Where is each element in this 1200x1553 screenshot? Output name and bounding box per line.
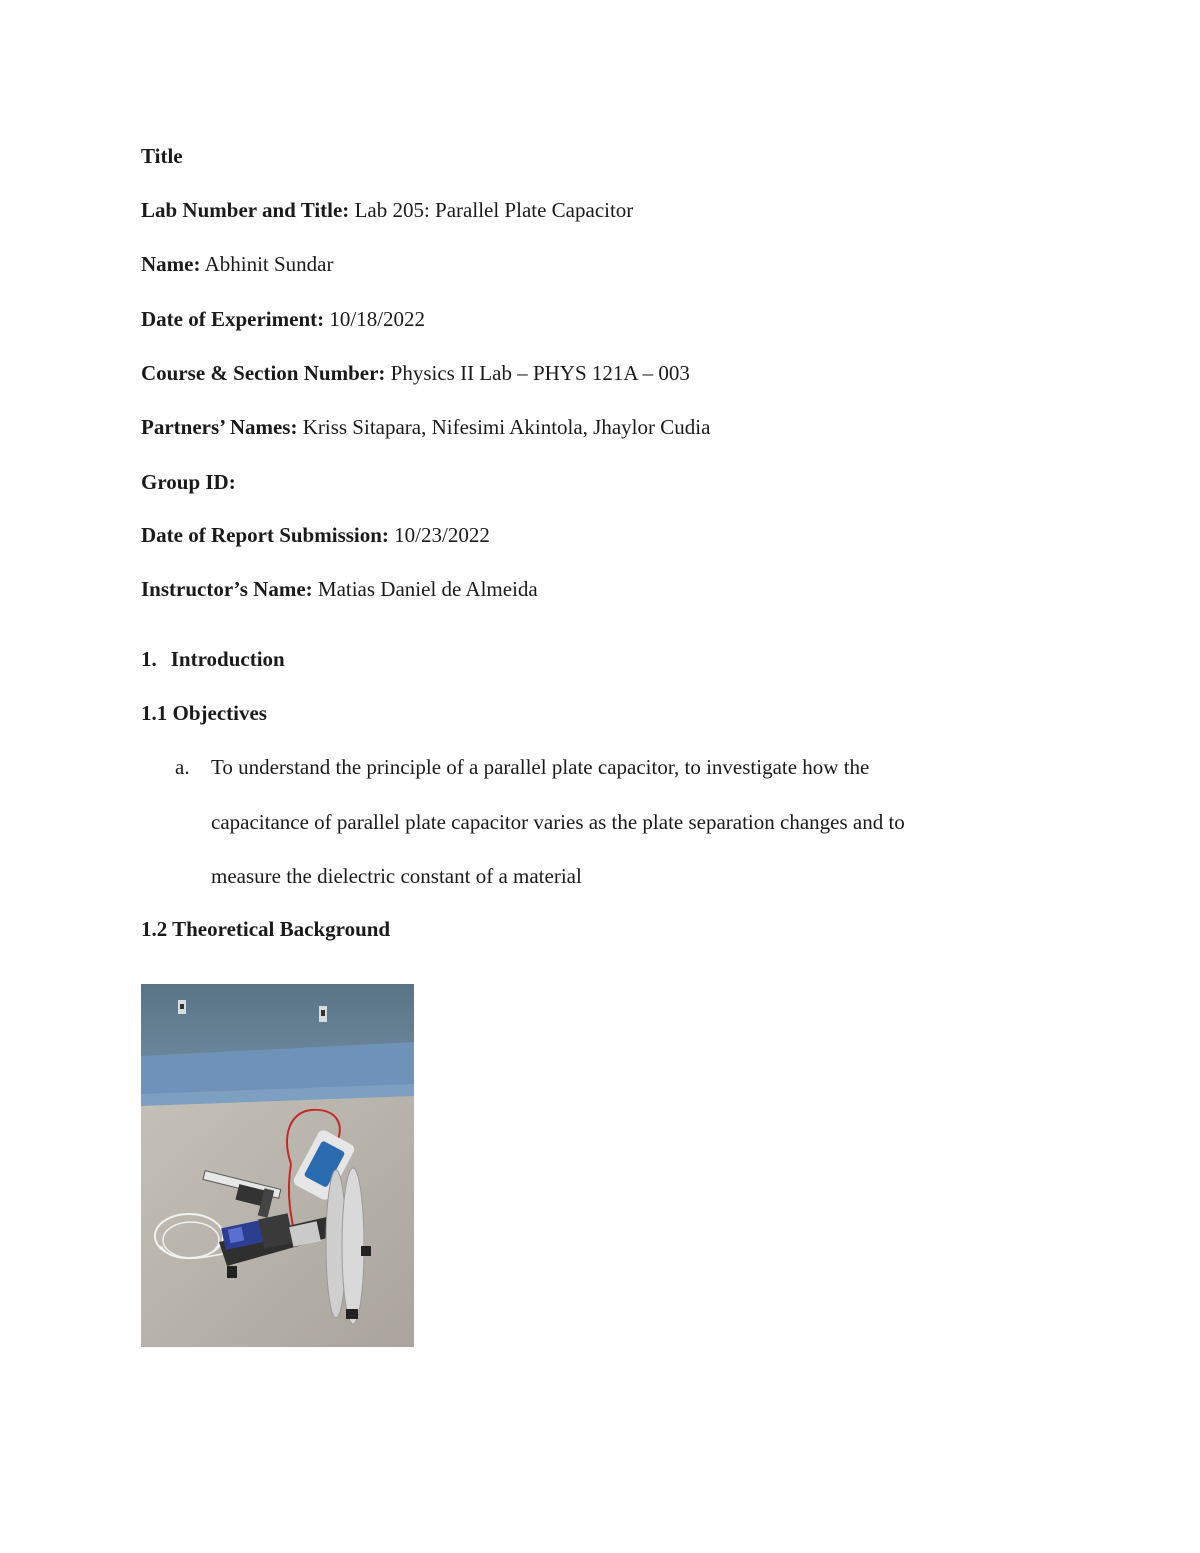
field-course-section: [141, 359, 690, 387]
section-theoretical-background: 1.2 Theoretical Background: [141, 917, 391, 941]
field-value: Lab 205: Parallel Plate Capacitor: [354, 198, 634, 222]
field-value: Abhinit Sundar: [204, 252, 334, 276]
objective-line-1: To understand the principle of a parallel plate capacitor, to investigate how the: [211, 755, 870, 779]
field-name: [141, 250, 334, 278]
objective-line-3: measure the dielectric constant of a material: [211, 864, 582, 888]
field-label: Group ID:: [141, 470, 236, 494]
field-label: Lab Number and Title:: [141, 198, 350, 222]
field-partners: [141, 413, 710, 441]
field-label: Instructor’s Name:: [141, 577, 313, 601]
section-introduction: [141, 645, 285, 673]
field-instructor: [141, 575, 538, 603]
field-value: 10/23/2022: [394, 523, 490, 547]
objective-line-2: capacitance of parallel plate capacitor varies as the plate separation changes and to: [211, 810, 905, 834]
section-title: Introduction: [170, 647, 285, 671]
field-label: Partners’ Names:: [141, 415, 298, 439]
field-date-experiment: [141, 305, 425, 333]
field-label: Date of Report Submission:: [141, 523, 389, 547]
field-value: Kriss Sitapara, Nifesimi Akintola, Jhaylor Cudia: [302, 415, 711, 439]
list-marker: a.: [175, 755, 190, 779]
field-value: Matias Daniel de Almeida: [317, 577, 538, 601]
lab-setup-photo: [141, 984, 414, 1347]
doc-title: Title: [141, 144, 183, 168]
field-label: Course & Section Number:: [141, 361, 386, 385]
field-value: 10/18/2022: [329, 307, 426, 331]
field-value: Physics II Lab – PHYS 121A – 003: [390, 361, 690, 385]
field-lab-number: [141, 196, 633, 224]
field-group-id: [141, 468, 236, 496]
section-objectives: 1.1 Objectives: [141, 701, 267, 725]
field-label: Name:: [141, 252, 201, 276]
field-label: Date of Experiment:: [141, 307, 325, 331]
section-number: 1.: [141, 647, 157, 671]
field-report-submission: [141, 521, 490, 549]
